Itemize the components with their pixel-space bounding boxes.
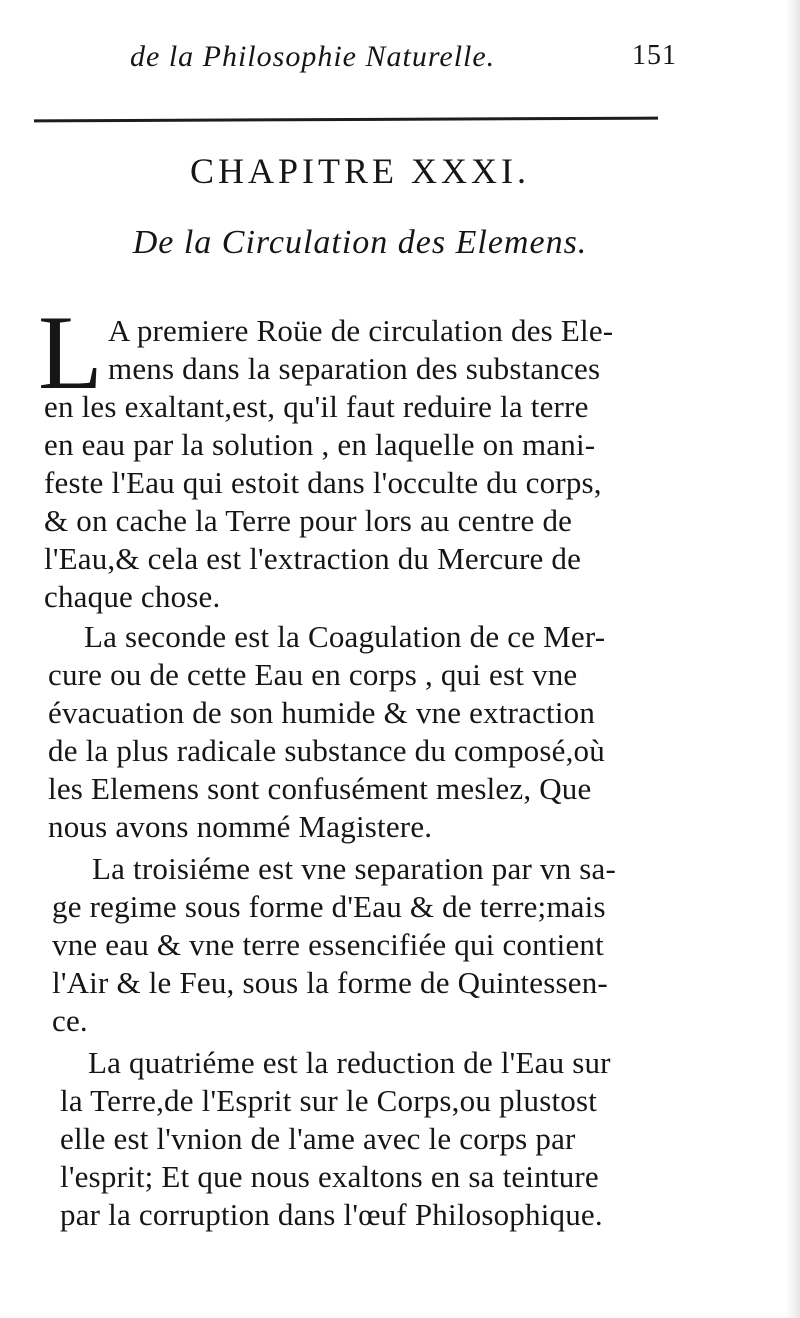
text-line: mens dans la separation des substances — [108, 351, 601, 386]
text-line: en eau par la solution , en laquelle on mani- — [44, 427, 596, 462]
text-line: ce. — [52, 1003, 88, 1038]
text-line: nous avons nommé Magistere. — [48, 809, 433, 844]
text-line: l'Eau,& cela est l'extraction du Mercure de — [44, 541, 582, 576]
running-title: de la Philosophie Naturelle. — [130, 40, 496, 73]
text-line: La troisiéme est vne separation par vn sa- — [92, 851, 617, 886]
text-line: La seconde est la Coagulation de ce Mer- — [84, 619, 606, 654]
text-line: de la plus radicale substance du composé,où — [48, 733, 605, 768]
text-line: La quatriéme est la reduction de l'Eau sur — [88, 1045, 611, 1080]
page-number: 151 — [632, 40, 677, 71]
page-gutter-shadow — [786, 0, 800, 1318]
chapter-subtitle: De la Circulation des Elemens. — [132, 224, 588, 261]
text-line: cure ou de cette Eau en corps , qui est vne — [48, 657, 578, 692]
text-line: feste l'Eau qui estoit dans l'occulte du corps, — [44, 465, 602, 500]
text-line: vne eau & vne terre essencifiée qui contient — [52, 927, 604, 962]
header-rule — [34, 117, 658, 123]
text-line: évacuation de son humide & vne extraction — [48, 695, 596, 730]
text-line: elle est l'vnion de l'ame avec le corps par — [60, 1121, 576, 1156]
text-line: la Terre,de l'Esprit sur le Corps,ou plustost — [60, 1083, 598, 1118]
text-line: les Elemens sont confusément meslez, Que — [48, 771, 592, 806]
text-line: l'esprit; Et que nous exaltons en sa teinture — [60, 1159, 599, 1194]
text-line: A premiere Roüe de circulation des Ele- — [108, 313, 614, 348]
text-line: l'Air & le Feu, sous la forme de Quintessen- — [52, 965, 608, 1000]
chapter-title: CHAPITRE XXXI. — [190, 151, 530, 191]
text-line: chaque chose. — [44, 579, 221, 614]
text-line: ge regime sous forme d'Eau & de terre;mais — [52, 889, 606, 924]
text-line: en les exaltant,est, qu'il faut reduire la terre — [44, 389, 589, 424]
text-line: & on cache la Terre pour lors au centre de — [44, 503, 573, 538]
drop-cap: L — [38, 294, 103, 411]
text-line: par la corruption dans l'œuf Philosophique. — [60, 1197, 603, 1232]
